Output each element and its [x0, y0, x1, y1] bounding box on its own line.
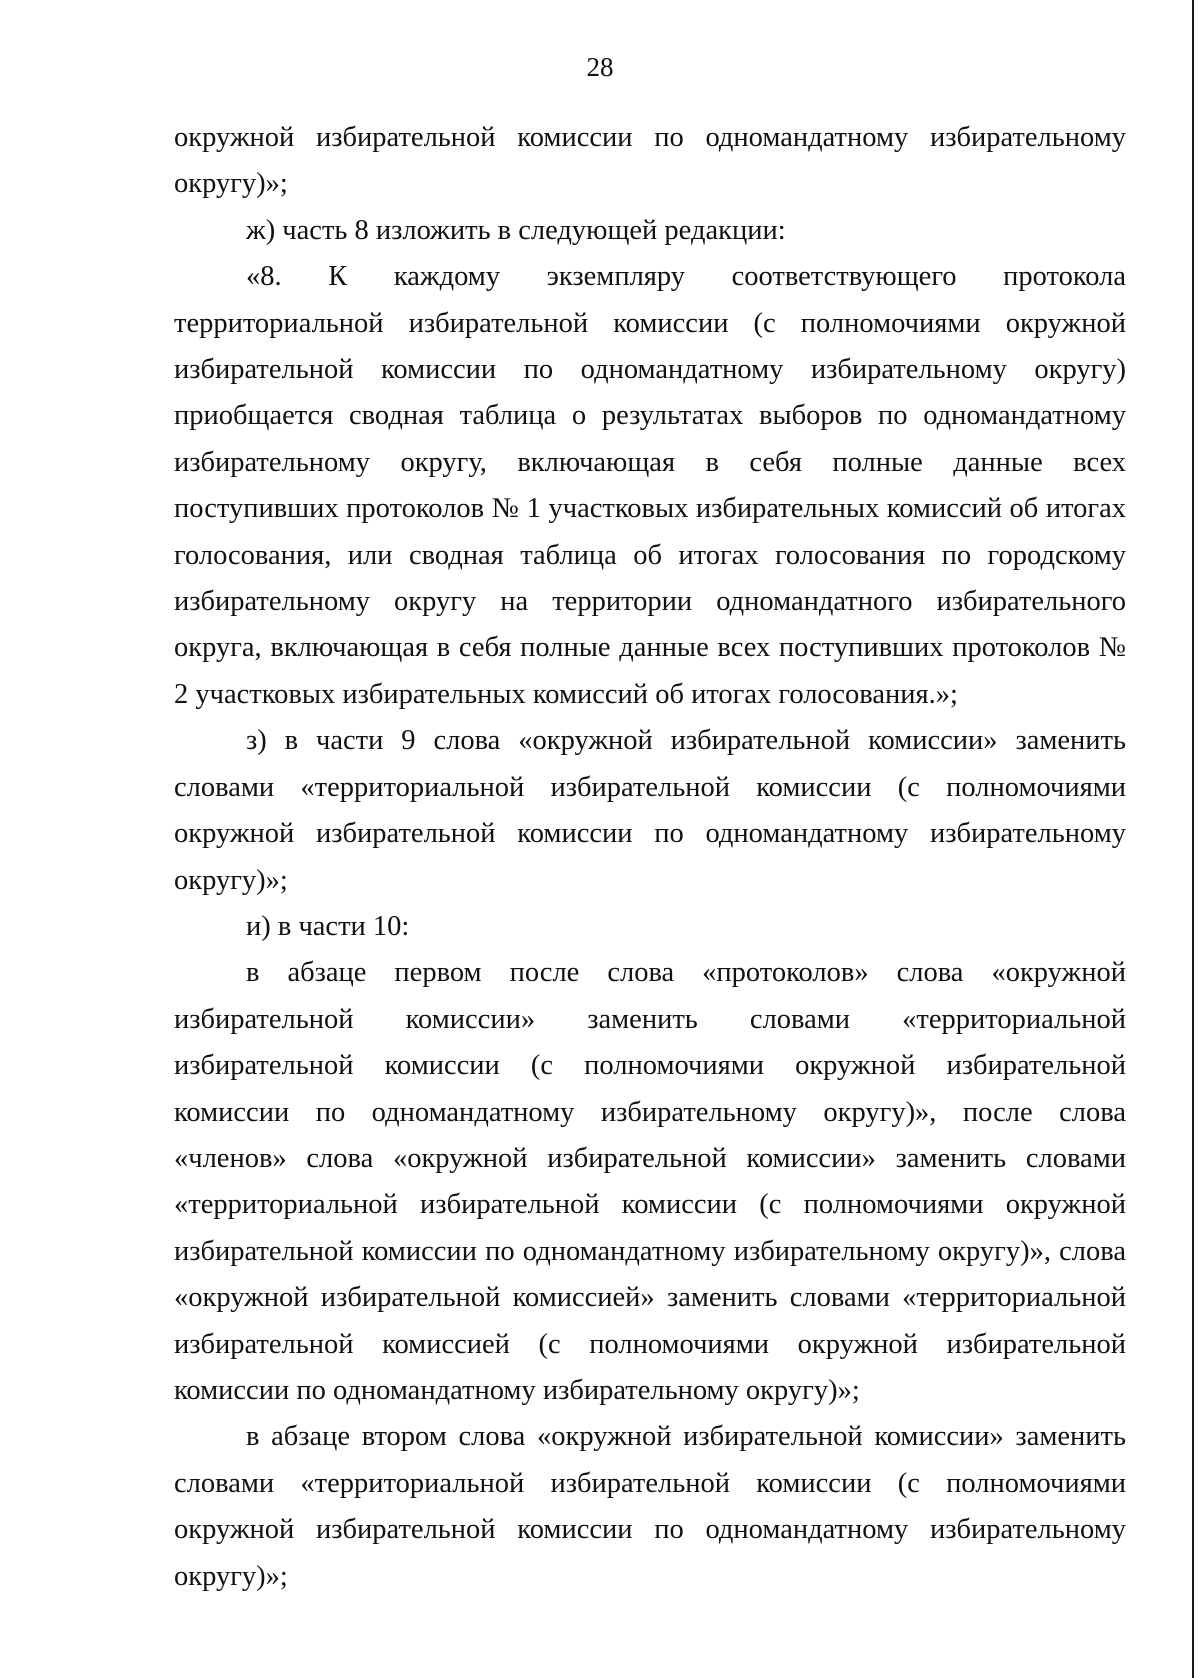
document-body — [174, 115, 1126, 1600]
paragraph: ж) часть 8 изложить в следующей редакции: — [246, 214, 786, 246]
page-edge-line — [1192, 0, 1194, 1678]
paragraph: в абзаце первом после слова «протоколов» слова «окружной избирательной комиссии» заменить словами «территориальной избирательной комиссии (с полномочиями окружной избирательной комиссии по одномандатному избирательному округу)», после слова «членов» слова «окружной избирательной комиссии» заменить словами «территориальной избирательной комиссии (с полномочиями окружной избирательной комиссии по одномандатному избирательному округу)», слова «окружной избирательной комиссией» заменить словами «территориальной избирательной комиссией (с полномочиями окружной избирательной комиссии по одномандатному избирательному округу)»; — [174, 957, 1126, 1406]
paragraph: окружной избирательной комиссии по одномандатному избирательному округу)»; — [174, 122, 1126, 200]
page-number: 28 — [586, 52, 614, 82]
paragraph: з) в части 9 слова «окружной избирательной комиссии» заменить словами «территориальной избирательной комиссии (с полномочиями окружной избирательной комиссии по одномандатному избирательному округу)»; — [174, 725, 1126, 896]
paragraph: в абзаце втором слова «окружной избирательной комиссии» заменить словами «территориальной избирательной комиссии (с полномочиями окружной избирательной комиссии по одномандатному избирательному округу)»; — [174, 1421, 1126, 1592]
paragraph: и) в части 10: — [246, 910, 410, 942]
paragraph: «8. К каждому экземпляру соответствующего протокола территориальной избирательной комиссии (с полномочиями окружной избирательной комиссии по одномандатному избирательному округу) приобщается сводная таблица о результатах выборов по одномандатному избирательному округу, включающая в себя полные данные всех поступивших протоколов № 1 участковых избирательных комиссий об итогах голосования, или сводная таблица об итогах голосования по городскому избирательному округу на территории одномандатного избирательного округа, включающая в себя полные данные всех поступивших протоколов № 2 участковых избирательных комиссий об итогах голосования.»; — [174, 261, 1126, 710]
